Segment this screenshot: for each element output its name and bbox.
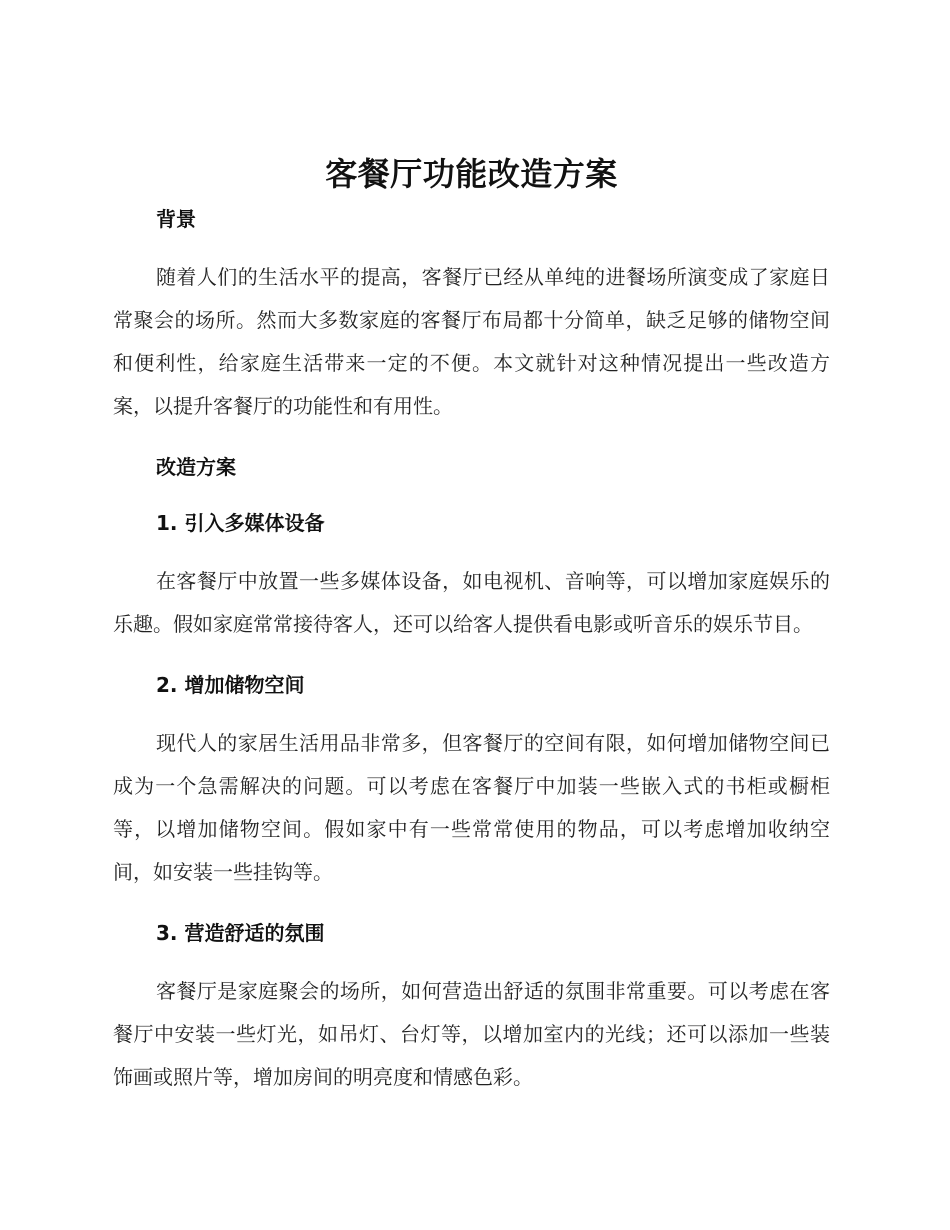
subheading-atmosphere: 3. 营造舒适的氛围 <box>156 921 325 945</box>
document-page <box>113 150 830 1099</box>
section-heading-background: 背景 <box>156 207 196 231</box>
paragraph-atmosphere: 客餐厅是家庭聚会的场所，如何营造出舒适的氛围非常重要。可以考虑在客餐厅中安装一些灯光，如吊灯、台灯等，以增加室内的光线；还可以添加一些装饰画或照片等，增加房间的明亮度和情感色彩。 <box>113 979 830 1089</box>
subheading-storage: 2. 增加储物空间 <box>156 673 305 697</box>
paragraph-multimedia: 在客餐厅中放置一些多媒体设备，如电视机、音响等，可以增加家庭娱乐的乐趣。假如家庭常常接待客人，还可以给客人提供看电影或听音乐的娱乐节目。 <box>113 569 830 636</box>
paragraph-background: 随着人们的生活水平的提高，客餐厅已经从单纯的进餐场所演变成了家庭日常聚会的场所。然而大多数家庭的客餐厅布局都十分简单，缺乏足够的储物空间和便利性，给家庭生活带来一定的不便。本文就针对这种情况提出一些改造方案，以提升客餐厅的功能性和有用性。 <box>113 265 830 418</box>
paragraph-storage: 现代人的家居生活用品非常多，但客餐厅的空间有限，如何增加储物空间已成为一个急需解决的问题。可以考虑在客餐厅中加装一些嵌入式的书柜或橱柜等，以增加储物空间。假如家中有一些常常使用的物品，可以考虑增加收纳空间，如安装一些挂钩等。 <box>113 731 830 884</box>
subheading-multimedia: 1. 引入多媒体设备 <box>156 511 325 535</box>
document-title: 客餐厅功能改造方案 <box>325 155 618 193</box>
section-heading-renovation-plan: 改造方案 <box>156 455 236 479</box>
